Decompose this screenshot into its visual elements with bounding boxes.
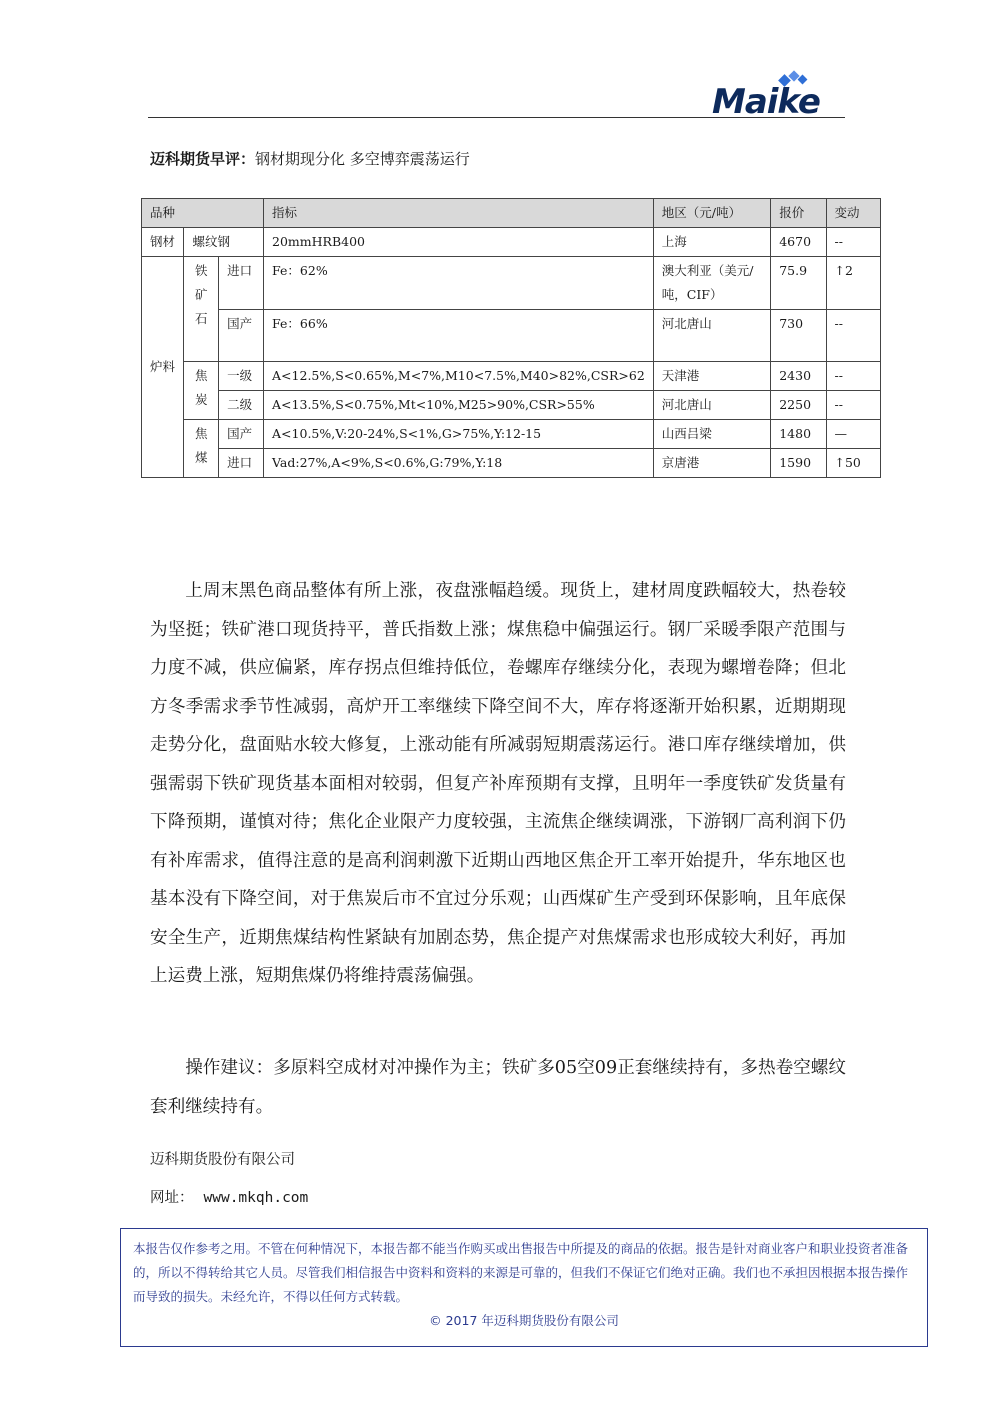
cell-sub: 螺纹钢 <box>184 228 264 257</box>
cell-price: 1480 <box>771 420 826 449</box>
table-row <box>142 420 881 449</box>
table-row <box>142 449 881 478</box>
cell-category: 钢材 <box>142 228 184 257</box>
cell-sub: 进口 <box>219 449 264 478</box>
cell-change: ↑50 <box>826 449 881 478</box>
cell-change: ↑2 <box>826 257 881 310</box>
cell-sub: 国产 <box>219 420 264 449</box>
cell-indicator: A<12.5%,S<0.65%,M<7%,M10<7.5%,M40>82%,CSR>62 <box>264 362 654 391</box>
cell-region: 上海 <box>653 228 770 257</box>
disclaimer-text: 本报告仅作参考之用。不管在何种情况下，本报告都不能当作购买或出售报告中所提及的商品的依据。报告是针对商业客户和职业投资者准备的，所以不得转给其它人员。尽管我们相信报告中资料和资料的来源是可靠的，但我们不保证它们绝对正确。我们也不承担因根据本报告操作而导致的损失。未经允许，不得以任何方式转载。 <box>133 1241 909 1304</box>
cell-indicator: A<13.5%,S<0.75%,Mt<10%,M25>90%,CSR>55% <box>264 391 654 420</box>
table-row <box>142 228 881 257</box>
website-line <box>150 1186 308 1207</box>
cell-indicator: Fe：62% <box>264 257 654 310</box>
cell-coke: 焦 炭 <box>184 362 219 420</box>
cell-price: 1590 <box>771 449 826 478</box>
cell-region: 山西吕梁 <box>653 420 770 449</box>
logo-text: Maike <box>712 82 820 122</box>
header-change: 变动 <box>826 199 881 228</box>
table-row <box>142 257 881 310</box>
table-row <box>142 310 881 362</box>
cell-price: 75.9 <box>771 257 826 310</box>
header-price: 报价 <box>771 199 826 228</box>
cell-change: -- <box>826 362 881 391</box>
cell-price: 2250 <box>771 391 826 420</box>
cell-region: 澳大利亚（美元/吨，CIF） <box>653 257 770 310</box>
header-rule <box>148 117 845 118</box>
cell-category-furnace: 炉料 <box>142 257 184 478</box>
cell-region: 河北唐山 <box>653 391 770 420</box>
cell-region: 京唐港 <box>653 449 770 478</box>
header-variety: 品种 <box>142 199 264 228</box>
header-indicator: 指标 <box>264 199 654 228</box>
cell-region: 天津港 <box>653 362 770 391</box>
cell-price: 4670 <box>771 228 826 257</box>
cell-change: — <box>826 420 881 449</box>
cell-indicator: Fe：66% <box>264 310 654 362</box>
cell-change: -- <box>826 391 881 420</box>
cell-indicator: Vad:27%,A<9%,S<0.6%,G:79%,Y:18 <box>264 449 654 478</box>
cell-sub: 国产 <box>219 310 264 362</box>
cell-change: -- <box>826 310 881 362</box>
cell-indicator: A<10.5%,V:20-24%,S<1%,G>75%,Y:12-15 <box>264 420 654 449</box>
price-table <box>141 198 881 478</box>
cell-sub: 一级 <box>219 362 264 391</box>
cell-sub: 二级 <box>219 391 264 420</box>
cell-region: 河北唐山 <box>653 310 770 362</box>
table-row <box>142 362 881 391</box>
website-label: 网址： <box>150 1190 194 1206</box>
table-row <box>142 391 881 420</box>
cell-price: 2430 <box>771 362 826 391</box>
copyright-text: © 2017 年迈科期货股份有限公司 <box>429 1313 619 1328</box>
company-name: 迈科期货股份有限公司 <box>150 1152 295 1168</box>
disclaimer-box <box>120 1228 928 1347</box>
market-commentary-paragraph: 上周末黑色商品整体有所上涨，夜盘涨幅趋缓。现货上，建材周度跌幅较大，热卷较为坚挺；铁矿港口现货持平，普氏指数上涨；煤焦稳中偏强运行。钢厂采暖季限产范围与力度不减，供应偏紧，库存拐点但维持低位，卷螺库存继续分化，表现为螺增卷降；但北方冬季需求季节性减弱，高炉开工率继续下降空间不大，库存将逐渐开始积累，近期期现走势分化，盘面贴水较大修复，上涨动能有所减弱短期震荡运行。港口库存继续增加，供强需弱下铁矿现货基本面相对较弱，但复产补库预期有支撑，且明年一季度铁矿发货量有下降预期，谨慎对待；焦化企业限产力度较强，主流焦企继续调涨，下游钢厂高利润下仍有补库需求，值得注意的是高利润刺激下近期山西地区焦企开工率开始提升，华东地区也基本没有下降空间，对于焦炭后市不宜过分乐观；山西煤矿生产受到环保影响，且年底保安全生产，近期焦煤结构性紧缺有加剧态势，焦企提产对焦煤需求也形成较大利好，再加上运费上涨，短期焦煤仍将维持震荡偏强。 <box>150 581 846 986</box>
trading-advice-paragraph: 操作建议：多原料空成材对冲操作为主；铁矿多05空09正套继续持有，多热卷空螺纹套利继续持有。 <box>150 1058 846 1117</box>
cell-indicator: 20mmHRB400 <box>264 228 654 257</box>
title-label: 迈科期货早评： <box>150 150 256 168</box>
header-region: 地区（元/吨） <box>653 199 770 228</box>
cell-iron-ore: 铁 矿 石 <box>184 257 219 362</box>
maike-logo <box>712 70 848 120</box>
cell-sub: 进口 <box>219 257 264 310</box>
report-title <box>150 148 470 169</box>
table-header-row <box>142 199 881 228</box>
cell-coking-coal: 焦 煤 <box>184 420 219 478</box>
website-url[interactable]: www.mkqh.com <box>203 1190 309 1206</box>
cell-change: -- <box>826 228 881 257</box>
title-text: 钢材期现分化 多空博弈震荡运行 <box>255 150 470 168</box>
cell-price: 730 <box>771 310 826 362</box>
